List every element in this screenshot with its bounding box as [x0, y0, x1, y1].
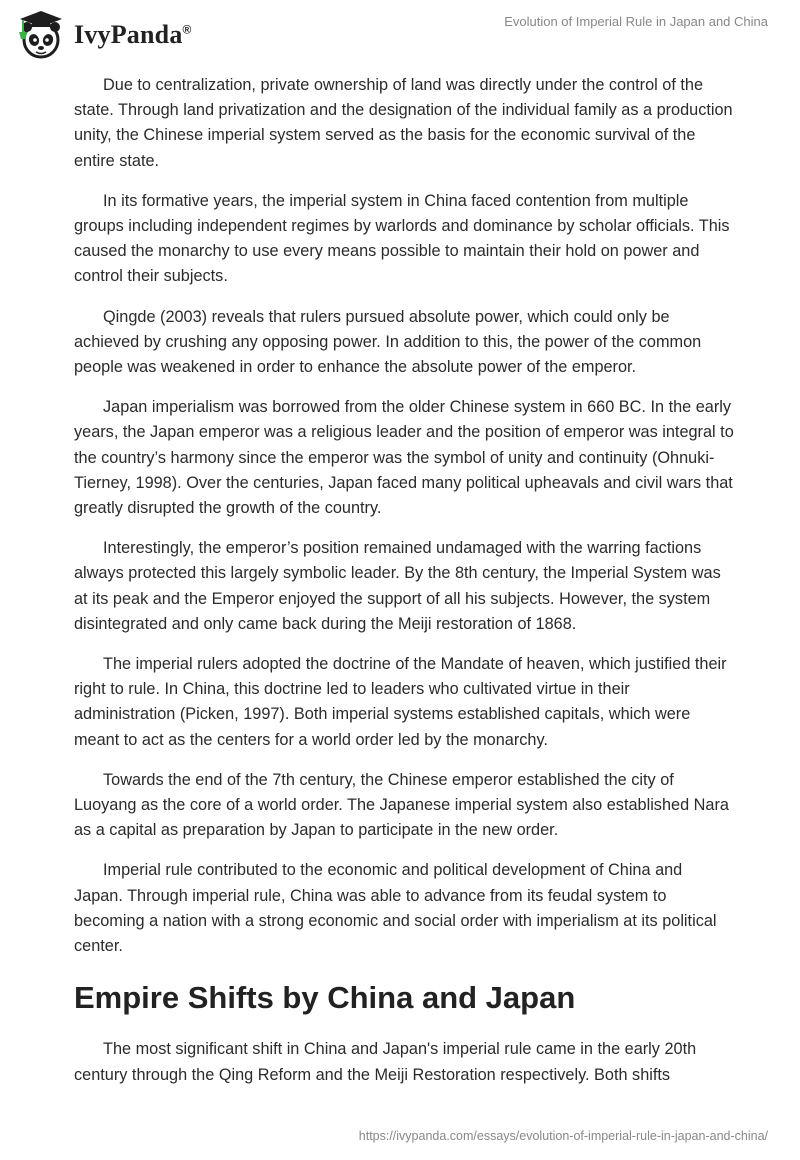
paragraph: In its formative years, the imperial system in China faced contention from multiple groups including independent regimes by warlords and dominance by scholar officials. This caused the monarchy to use every means possible to maintain their hold on power and control their subjects.: [74, 191, 730, 286]
ivypanda-logo[interactable]: [14, 8, 192, 62]
panda-graduation-cap-icon: [14, 8, 68, 62]
paragraph: Qingde (2003) reveals that rulers pursued absolute power, which could only be achieved by crushing any opposing power. In addition to this, the power of the common people was weakened in order to enhance the absolute power of the emperor.: [74, 307, 702, 377]
brand-name: IvyPanda®: [74, 20, 192, 49]
paragraph: Imperial rule contributed to the economic and political development of China and Japan. Through imperial rule, China was able to advance from its feudal system to becoming a nation with a strong economic and social order with imperialism at its political center.: [74, 861, 717, 956]
section-heading: Empire Shifts by China and Japan: [74, 980, 576, 1016]
source-url[interactable]: https://ivypanda.com/essays/evolution-of-imperial-rule-in-japan-and-china/: [358, 1129, 768, 1143]
paragraph: Due to centralization, private ownership of land was directly under the control of the state. Through land privatization and the designation of the individual family as a production unity, the Chinese imperial system served as the basis for the economic survival of the entire state.: [74, 76, 733, 170]
paragraph: The imperial rulers adopted the doctrine of the Mandate of heaven, which justified their right to rule. In China, this doctrine led to leaders who cultivated virtue in their administration (Picken, 1997). Both imperial systems established capitals, which were meant to act as the centers for a world order led by the monarchy.: [74, 655, 727, 749]
essay-body: [74, 73, 734, 1103]
paragraph: Towards the end of the 7th century, the Chinese emperor established the city of Luoyang as the core of a world order. The Japanese imperial system also established Nara as a capital as preparation by Japan to participate in the new order.: [74, 770, 729, 840]
paragraph: The most significant shift in China and Japan's imperial rule came in the early 20th century through the Qing Reform and the Meiji Restoration respectively. Both shifts: [74, 1040, 697, 1084]
page-header: [0, 0, 800, 70]
paragraph: Japan imperialism was borrowed from the older Chinese system in 660 BC. In the early years, the Japan emperor was a religious leader and the position of emperor was integral to the country’s harmony since the emperor was the symbol of unity and continuity (Ohnuki-Tierney, 1998). Over the centuries, Japan faced many political upheavals and civil wars that greatly disrupted the growth of the country.: [74, 398, 734, 518]
registered-mark: ®: [182, 22, 192, 37]
document-title: Evolution of Imperial Rule in Japan and China: [504, 14, 768, 29]
paragraph: Interestingly, the emperor’s position remained undamaged with the warring factions always protected this largely symbolic leader. By the 8th century, the Imperial System was at its peak and the Emperor enjoyed the support of all his subjects. However, the system disintegrated and only came back during the Meiji restoration of 1868.: [74, 539, 721, 633]
